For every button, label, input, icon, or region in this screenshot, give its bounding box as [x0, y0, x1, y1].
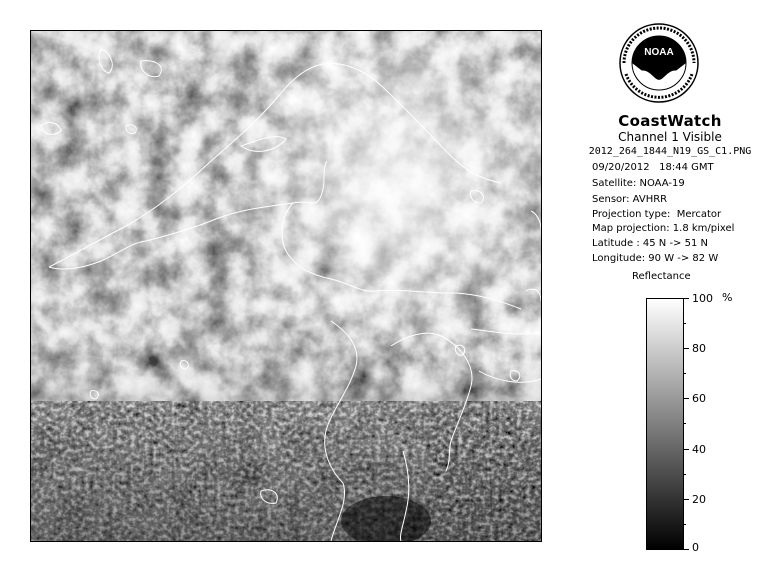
- latitude-label: Latitude : 45 N -> 51 N: [592, 238, 708, 249]
- noaa-logo-text: NOAA: [644, 47, 674, 58]
- noaa-logo: [618, 22, 700, 104]
- projection-type-label: Projection type: Mercator: [592, 209, 722, 220]
- legend-tick: [683, 298, 689, 299]
- brand-title: CoastWatch: [618, 112, 722, 130]
- legend-tick-label: 80: [692, 342, 706, 355]
- legend-minor-tick: [683, 423, 686, 424]
- legend-tick: [683, 449, 689, 450]
- longitude-label: Longitude: 90 W -> 82 W: [592, 253, 719, 264]
- reflectance-colorbar: [646, 298, 684, 550]
- legend-minor-tick: [683, 474, 686, 475]
- legend-tick-label: 60: [692, 392, 706, 405]
- legend-tick-label: 0: [692, 541, 699, 554]
- legend-minor-tick: [683, 373, 686, 374]
- legend-tick: [683, 549, 689, 550]
- legend-tick: [683, 398, 689, 399]
- legend-tick: [683, 348, 689, 349]
- legend-minor-tick: [683, 524, 686, 525]
- channel-label: Channel 1 Visible: [618, 130, 722, 144]
- datetime-label: 09/20/2012 18:44 GMT: [592, 162, 714, 173]
- legend-tick-label: 100: [692, 292, 713, 305]
- filename-label: 2012_264_1844_N19_GS_C1.PNG: [588, 146, 752, 157]
- map-projection-label: Map projection: 1.8 km/pixel: [592, 223, 735, 234]
- legend-minor-tick: [683, 323, 686, 324]
- satellite-cloud-image: [31, 31, 541, 541]
- legend-tick-label: 20: [692, 493, 706, 506]
- satellite-image: [30, 30, 542, 542]
- satellite-label: Satellite: NOAA-19: [592, 178, 685, 189]
- legend-tick-label: 40: [692, 443, 706, 456]
- sensor-label: Sensor: AVHRR: [592, 194, 668, 205]
- legend-title: Reflectance: [632, 271, 691, 282]
- legend-tick: [683, 499, 689, 500]
- legend-unit: %: [722, 291, 733, 304]
